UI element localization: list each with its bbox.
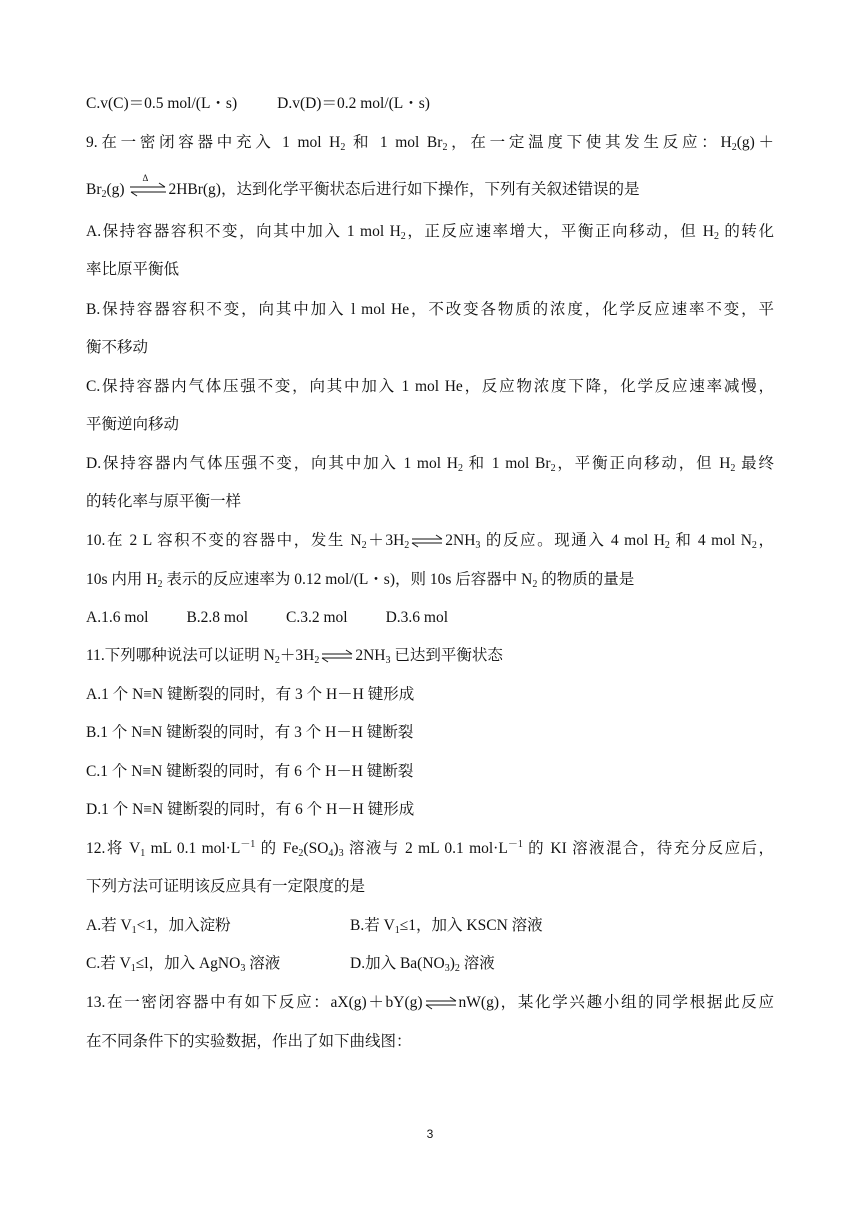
q9-option-d-line2: 的转化率与原平衡一样 [86, 493, 242, 510]
q11-option-b: B.1 个 N≡N 键断裂的同时，有 3 个 H－H 键断裂 [86, 724, 414, 741]
q10-option-d: D.3.6 mol [385, 609, 449, 626]
q9-option-c-line1: C.保持容器内气体压强不变，向其中加入 1 mol He，反应物浓度下降，化学反应速率减慢， [86, 378, 774, 395]
q8-option-d: D.v(D)＝0.2 mol/(L・s) [277, 95, 430, 112]
q9-stem-line2: $Br_2(g)$ Δ 2HBr(g)，达到化学平衡状态后进行如下操作，下列有关叙述错误的是 [86, 173, 640, 200]
q11-option-a: A.1 个 N≡N 键断裂的同时，有 3 个 H－H 键形成 [86, 686, 415, 703]
q10-stem-line1: 10.在 2 L 容积不变的容器中，发生 $N_2+3H_2$ $2NH_3$ 的反应。现通入 4 mol $H_2$ 和 4 mol $N_2$， [86, 532, 774, 551]
q11-option-d: D.1 个 N≡N 键断裂的同时，有 6 个 H－H 键形成 [86, 801, 415, 818]
equilibrium-heat-arrow-icon: Δ [128, 182, 168, 198]
q12-stem-line1: 12.将 $V_1$ mL 0.1 $mol\cdot L^{-1}$ 的 $Fe_2(SO_4)_3$ 溶液与 2 mL 0.1 $mol\cdot L^{-1}$ 的 KI 溶液混合，待充分反应后， [86, 839, 774, 859]
q12-option-d: D.加入 $Ba(NO_3)_2$ 溶液 [350, 955, 495, 974]
q9-option-d-line1: D.保持容器内气体压强不变，向其中加入 1 mol $H_2$ 和 1 mol $Br_2$，平衡正向移动，但 $H_2$ 最终 [86, 455, 774, 474]
q12-option-a: A.若 $V_1<1$，加入淀粉 [86, 917, 231, 936]
equilibrium-arrow-icon [410, 534, 444, 548]
page-number: 3 [426, 1127, 434, 1141]
q12-stem-line2: 下列方法可证明该反应具有一定限度的是 [86, 878, 366, 895]
q10-option-b: B.2.8 mol [186, 609, 249, 626]
q10-option-a: A.1.6 mol [86, 609, 149, 626]
q12-options-ab [86, 915, 543, 937]
q11-option-c: C.1 个 N≡N 键断裂的同时，有 6 个 H－H 键断裂 [86, 763, 414, 780]
q9-option-c-line2: 平衡逆向移动 [86, 416, 180, 433]
equilibrium-arrow-icon [320, 649, 354, 663]
q12-option-b: B.若 $V_1\le 1$，加入 KSCN 溶液 [350, 917, 543, 936]
q10-stem-line2: 10s 内用 $H_2$ 表示的反应速率为 0.12 mol/(L・s)，则 10s 后容器中 $N_2$ 的物质的量是 [86, 571, 635, 590]
q8-options-cd [86, 93, 430, 115]
q12-options-cd [86, 953, 495, 975]
q12-option-c: C.若 $V_1\le l$，加入 AgNO$_3$ 溶液 [86, 955, 281, 974]
q10-option-c: C.3.2 mol [286, 609, 348, 626]
q9-option-a-line2: 率比原平衡低 [86, 261, 180, 278]
q8-option-c: C.v(C)＝0.5 mol/(L・s) [86, 95, 238, 112]
q13-stem-line2: 在不同条件下的实验数据，作出了如下曲线图： [86, 1033, 412, 1050]
q9-option-b-line2: 衡不移动 [86, 339, 149, 356]
q9-option-b-line1: B.保持容器容积不变，向其中加入 l mol He，不改变各物质的浓度，化学反应速率不变，平 [86, 301, 774, 318]
equilibrium-arrow-icon [424, 996, 458, 1010]
q13-stem-line1: 13.在一密闭容器中有如下反应：aX(g)＋bY(g) nW(g)，某化学兴趣小组的同学根据此反应 [86, 994, 774, 1011]
q11-stem: 11.下列哪种说法可以证明 $N_2+3H_2$ $2NH_3$ 已达到平衡状态 [86, 647, 503, 666]
q9-stem-line1: 9.在一密闭容器中充入 1 mol $H_2$ 和 1 mol $Br_2$，在一定温度下使其发生反应：$H_2(g)+$ [86, 134, 774, 153]
q9-option-a-line1: A.保持容器容积不变，向其中加入 1 mol $H_2$，正反应速率增大，平衡正向移动，但 $H_2$ 的转化 [86, 223, 774, 242]
q10-options [86, 607, 448, 629]
